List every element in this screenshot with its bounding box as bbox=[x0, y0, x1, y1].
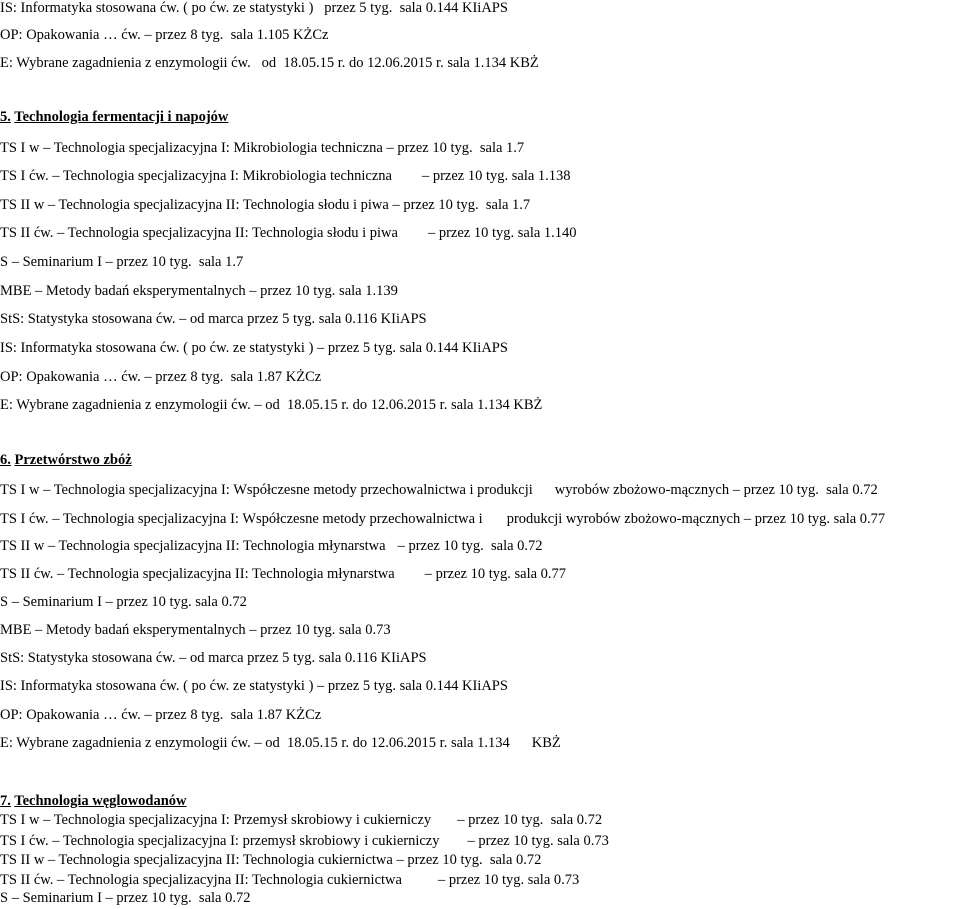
s6-line-e bbox=[0, 735, 561, 752]
section-5-number: 5. bbox=[0, 109, 11, 125]
line-is-informatyka-top: IS: Informatyka stosowana ćw. ( po ćw. ze statystyki ) przez 5 tyg. sala 0.144 KIiAPS bbox=[0, 0, 508, 16]
s5-line-ts1-cw bbox=[0, 168, 571, 185]
section-7-title: Technologia węglowodanów bbox=[14, 793, 187, 809]
s5-line-e: E: Wybrane zagadnienia z enzymologii ćw. – od 18.05.15 r. do 12.06.2015 r. sala 1.134 KBŻ bbox=[0, 397, 543, 413]
s6-line-op: OP: Opakowania … ćw. – przez 8 tyg. sala 1.87 KŻCz bbox=[0, 707, 322, 723]
s7-line-ts1-cw bbox=[0, 833, 609, 850]
section-6-title: Przetwórstwo zbóż bbox=[14, 452, 132, 468]
s6-line-ts1-w bbox=[0, 482, 878, 499]
s6-line-is: IS: Informatyka stosowana ćw. ( po ćw. ze statystyki ) – przez 5 tyg. sala 0.144 KIiAPS bbox=[0, 678, 508, 694]
section-6-number: 6. bbox=[0, 452, 11, 468]
s5-ts1-cw-room: – przez 10 tyg. sala 1.138 bbox=[421, 168, 571, 184]
s7-ts1-w-subject: TS I w – Technologia specjalizacyjna I: Przemysł skrobiowy i cukierniczy bbox=[0, 812, 432, 828]
s7-line-ts1-w bbox=[0, 812, 602, 829]
s7-ts1-cw-room: – przez 10 tyg. sala 0.73 bbox=[467, 833, 609, 849]
s5-line-mbe: MBE – Metody badań eksperymentalnych – przez 10 tyg. sala 1.139 bbox=[0, 283, 398, 299]
s7-line-ts2-cw bbox=[0, 872, 579, 889]
s5-line-ts2-cw bbox=[0, 225, 577, 242]
s7-line-seminarium: S – Seminarium I – przez 10 tyg. sala 0.72 bbox=[0, 890, 251, 906]
s6-ts1-w-subject: TS I w – Technologia specjalizacyjna I: Współczesne metody przechowalnictwa i produkcji bbox=[0, 482, 533, 498]
s7-line-ts2-w: TS II w – Technologia specjalizacyjna II: Technologia cukiernictwa – przez 10 tyg. sala 0.72 bbox=[0, 852, 542, 868]
s5-ts2-cw-subject: TS II ćw. – Technologia specjalizacyjna II: Technologia słodu i piwa bbox=[0, 225, 398, 241]
s6-e-dept: KBŻ bbox=[531, 735, 561, 751]
s6-line-ts2-cw bbox=[0, 566, 566, 583]
s6-ts2-w-subject: TS II w – Technologia specjalizacyjna II: Technologia młynarstwa bbox=[0, 538, 386, 554]
s6-line-seminarium: S – Seminarium I – przez 10 tyg. sala 0.72 bbox=[0, 594, 247, 610]
s6-line-ts2-w bbox=[0, 538, 543, 555]
s5-ts1-cw-subject: TS I ćw. – Technologia specjalizacyjna I: Mikrobiologia techniczna bbox=[0, 168, 392, 184]
s5-line-ts1-w: TS I w – Technologia specjalizacyjna I: Mikrobiologia techniczna – przez 10 tyg. sala 1.7 bbox=[0, 140, 525, 156]
s5-line-sts: StS: Statystyka stosowana ćw. – od marca przez 5 tyg. sala 0.116 KIiAPS bbox=[0, 311, 427, 327]
s6-ts1-cw-room: produkcji wyrobów zbożowo-mącznych – przez 10 tyg. sala 0.77 bbox=[506, 511, 886, 527]
line-e-enzymologia-top: E: Wybrane zagadnienia z enzymologii ćw. od 18.05.15 r. do 12.06.2015 r. sala 1.134 KBŻ bbox=[0, 55, 539, 71]
s6-ts2-cw-subject: TS II ćw. – Technologia specjalizacyjna II: Technologia młynarstwa bbox=[0, 566, 395, 582]
s6-ts1-w-room: wyrobów zbożowo-mącznych – przez 10 tyg. sala 0.72 bbox=[554, 482, 878, 498]
section-6-heading bbox=[0, 452, 132, 469]
s6-ts2-cw-room: – przez 10 tyg. sala 0.77 bbox=[424, 566, 567, 582]
s5-ts2-cw-room: – przez 10 tyg. sala 1.140 bbox=[427, 225, 577, 241]
s6-line-mbe: MBE – Metody badań eksperymentalnych – przez 10 tyg. sala 0.73 bbox=[0, 622, 391, 638]
section-7-heading bbox=[0, 793, 187, 810]
s6-line-sts: StS: Statystyka stosowana ćw. – od marca przez 5 tyg. sala 0.116 KIiAPS bbox=[0, 650, 427, 666]
s5-line-ts2-w: TS II w – Technologia specjalizacyjna II: Technologia słodu i piwa – przez 10 tyg. sala 1.7 bbox=[0, 197, 531, 213]
s6-line-ts1-cw bbox=[0, 511, 885, 528]
s7-ts2-cw-subject: TS II ćw. – Technologia specjalizacyjna II: Technologia cukiernictwa bbox=[0, 872, 402, 888]
s5-line-op: OP: Opakowania … ćw. – przez 8 tyg. sala 1.87 KŻCz bbox=[0, 369, 322, 385]
section-5-heading bbox=[0, 109, 228, 126]
section-7-number: 7. bbox=[0, 793, 11, 809]
s6-e-subject: E: Wybrane zagadnienia z enzymologii ćw. – od 18.05.15 r. do 12.06.2015 r. sala 1.134 bbox=[0, 735, 510, 751]
s7-ts1-cw-subject: TS I ćw. – Technologia specjalizacyjna I: przemysł skrobiowy i cukierniczy bbox=[0, 833, 440, 849]
s6-ts1-cw-subject: TS I ćw. – Technologia specjalizacyjna I: Współczesne metody przechowalnictwa i bbox=[0, 511, 483, 527]
s5-line-is: IS: Informatyka stosowana ćw. ( po ćw. ze statystyki ) – przez 5 tyg. sala 0.144 KIiAPS bbox=[0, 340, 508, 356]
s6-ts2-w-room: – przez 10 tyg. sala 0.72 bbox=[397, 538, 543, 554]
line-op-opakowania-top: OP: Opakowania … ćw. – przez 8 tyg. sala 1.105 KŻCz bbox=[0, 27, 329, 43]
s7-ts2-cw-room: – przez 10 tyg. sala 0.73 bbox=[437, 872, 580, 888]
section-5-title: Technologia fermentacji i napojów bbox=[14, 109, 229, 125]
s7-ts1-w-room: – przez 10 tyg. sala 0.72 bbox=[457, 812, 603, 828]
s5-line-seminarium: S – Seminarium I – przez 10 tyg. sala 1.7 bbox=[0, 254, 244, 270]
